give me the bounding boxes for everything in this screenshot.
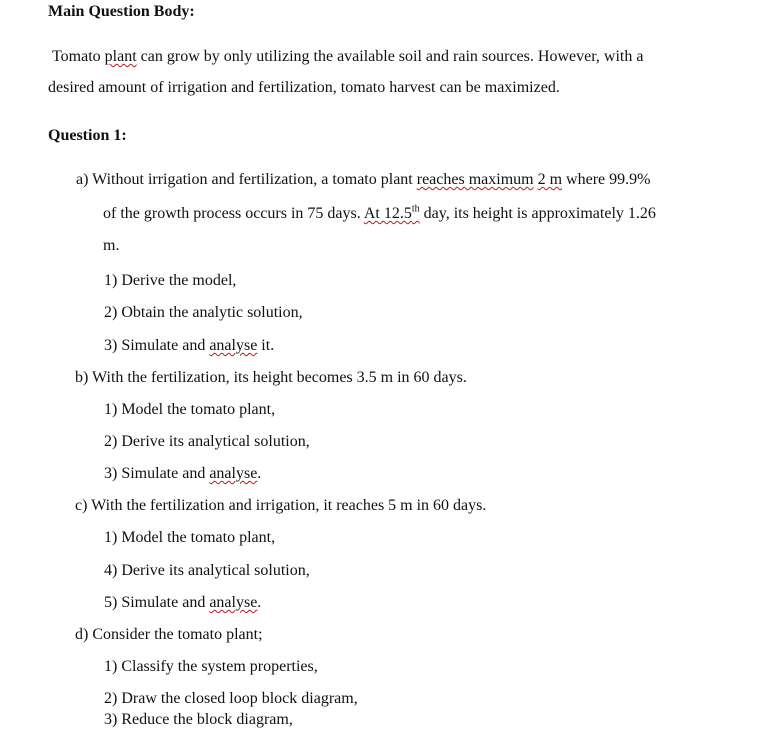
spellcheck-at-12-5 — [364, 205, 420, 222]
part-d-item-3: 3) Reduce the block diagram, — [104, 711, 293, 728]
part-a-item-1: 1) Derive the model, — [104, 272, 237, 289]
superscript-th: th — [411, 203, 420, 215]
part-a-text: a) Without irrigation and fertilization, a tomato plant — [76, 171, 417, 188]
item-text-end: . — [257, 465, 262, 482]
part-b-item-3 — [104, 464, 261, 484]
item-text: 5) Simulate and — [104, 594, 210, 611]
part-d-item-2: 2) Draw the closed loop block diagram, — [104, 690, 358, 707]
spellcheck-analyse: analyse — [209, 465, 258, 482]
item-text: 3) Simulate and — [104, 465, 210, 482]
part-a-item-2: 2) Obtain the analytic solution, — [104, 304, 303, 321]
main-question-heading: Main Question Body: — [48, 3, 195, 20]
item-text-end: . — [257, 594, 262, 611]
intro-text-rest: can grow by only utilizing the available soil and rain sources. However, with a — [136, 48, 644, 65]
spellcheck-analyse: analyse — [209, 337, 258, 354]
intro-text-start: Tomato — [52, 48, 105, 65]
part-c-text: c) With the fertilization and irrigation, it reaches 5 m in 60 days. — [75, 497, 487, 514]
intro-line-2: desired amount of irrigation and fertilization, tomato harvest can be maximized. — [48, 79, 560, 96]
item-text-end: it. — [257, 337, 275, 354]
intro-line-1 — [52, 47, 643, 67]
part-a-item-3 — [104, 336, 274, 356]
part-a-text-end: where 99.9% — [562, 171, 651, 188]
item-text: 3) Simulate and — [104, 337, 210, 354]
spellcheck-analyse: analyse — [209, 594, 258, 611]
part-b-item-1: 1) Model the tomato plant, — [104, 401, 276, 418]
part-a-line-1 — [76, 170, 650, 190]
part-c-item-1: 1) Model the tomato plant, — [104, 529, 276, 546]
question-1-title: Question 1: — [48, 127, 127, 144]
part-a-line-3: m. — [103, 237, 120, 254]
part-d-item-1: 1) Classify the system properties, — [104, 658, 318, 675]
part-a-line-2-end: day, its height is approximately 1.26 — [419, 205, 656, 222]
part-a-line-2-start: of the growth process occurs in 75 days. — [103, 205, 364, 222]
spellcheck-2m: 2 m — [537, 171, 563, 188]
part-b-item-2: 2) Derive its analytical solution, — [104, 433, 310, 450]
spellcheck-word-plant: plant — [104, 48, 137, 65]
spellcheck-reaches-maximum: reaches maximum — [416, 171, 534, 188]
part-c-item-2: 4) Derive its analytical solution, — [104, 562, 310, 579]
part-a-line-2 — [103, 204, 656, 224]
part-b-text: b) With the fertilization, its height becomes 3.5 m in 60 days. — [75, 369, 467, 386]
part-d-text: d) Consider the tomato plant; — [75, 626, 263, 643]
part-c-item-3 — [104, 593, 261, 613]
at-12-5-text: At 12.5 — [363, 205, 412, 222]
